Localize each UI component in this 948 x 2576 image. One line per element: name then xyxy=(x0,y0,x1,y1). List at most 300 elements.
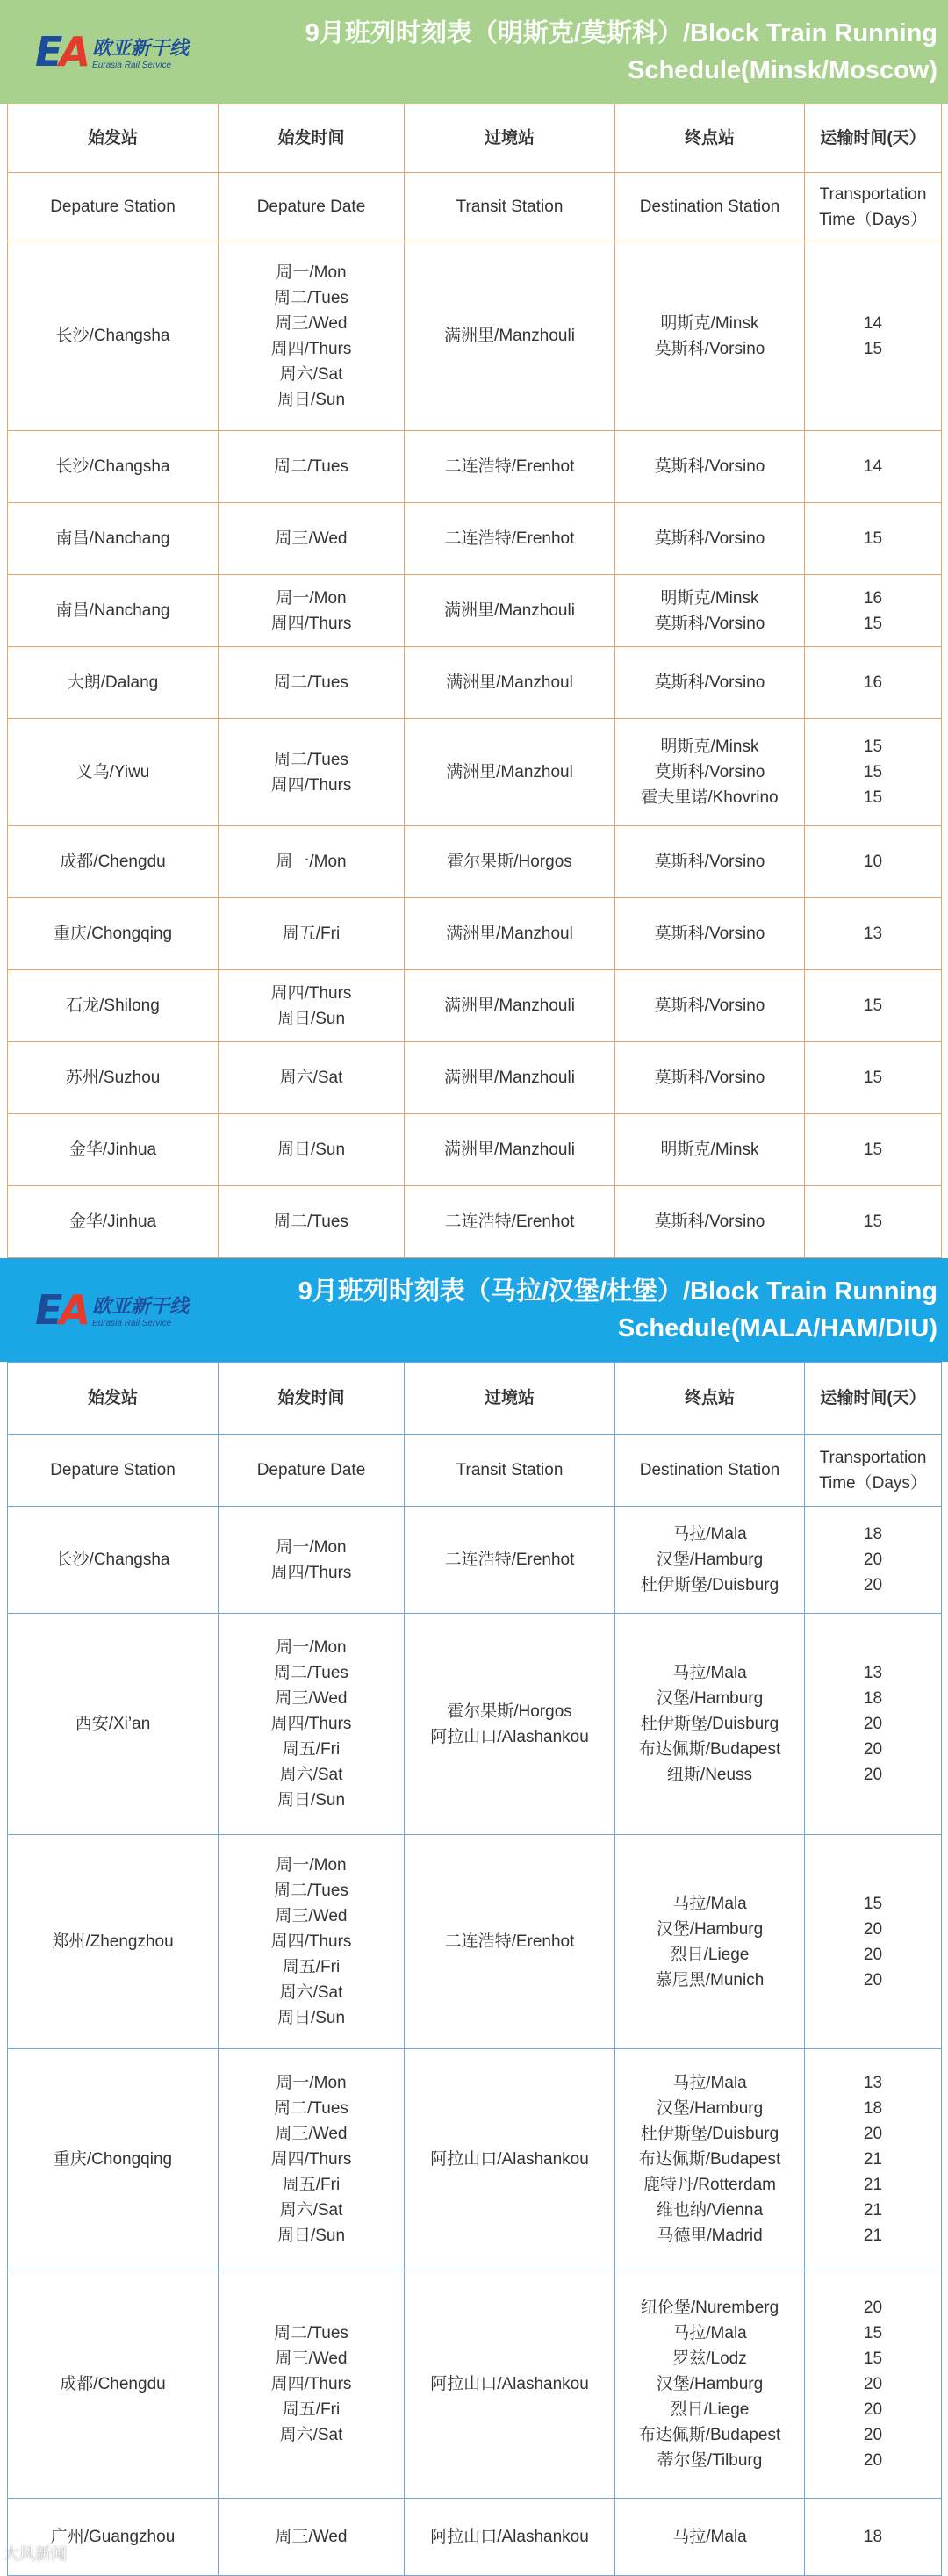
days-line: 20 xyxy=(863,1551,883,1569)
destination-line: 明斯克/Minsk xyxy=(660,738,759,756)
origin-cell: 金华/Jinhua xyxy=(8,1186,219,1258)
transit-cell xyxy=(405,503,615,575)
dates-line: 周日/Sun xyxy=(276,1791,346,1810)
destination-line: 明斯克/Minsk xyxy=(660,313,759,333)
destination-line: 杜伊斯堡/Duisburg xyxy=(640,1576,779,1594)
section1-banner xyxy=(0,0,948,104)
days-line: 20 xyxy=(863,1740,883,1759)
transit-line: 二连浩特/Erenhot xyxy=(444,457,575,476)
days-line: 20 xyxy=(863,2299,883,2317)
days-line: 15 xyxy=(863,529,883,548)
days-line: 13 xyxy=(863,925,883,943)
logo-en-text: Eurasia Rail Service xyxy=(92,61,172,70)
destination-line: 蒂尔堡/Tilburg xyxy=(657,2451,763,2470)
transit-line: 霍尔果斯/Horgos xyxy=(447,1702,572,1721)
dates-line: 周三/Wed xyxy=(275,2528,348,2546)
logo-cn-text: 欧亚新干线 xyxy=(92,1295,190,1317)
destination-line: 维也纳/Vienna xyxy=(656,2201,764,2220)
dates-line: 周五/Fri xyxy=(282,1958,341,1976)
days-cell xyxy=(805,1614,942,1835)
origin-cell: 南昌/Nanchang xyxy=(8,503,219,575)
destination-line: 纽斯/Neuss xyxy=(666,1766,753,1784)
header-row-en xyxy=(8,173,942,241)
destination-line: 明斯克/Minsk xyxy=(660,588,759,608)
destination-cell xyxy=(615,647,805,719)
destination-cell xyxy=(615,2270,805,2499)
dates-cell xyxy=(219,1835,405,2049)
destination-line: 马拉/Mala xyxy=(672,2528,747,2546)
header-row-cn xyxy=(8,1363,942,1435)
days-cell xyxy=(805,1186,942,1258)
section2-title: 9月班列时刻表（马拉/汉堡/杜堡）/Block Train Running Schedule(MALA/HAM/DIU) xyxy=(298,1277,937,1342)
days-cell xyxy=(805,970,942,1042)
header-cell: Transportation Time（Days） xyxy=(805,173,942,241)
destination-cell xyxy=(615,2049,805,2270)
dates-cell xyxy=(219,503,405,575)
days-line: 15 xyxy=(863,788,883,807)
transit-line: 阿拉山口/Alashankou xyxy=(430,1727,589,1746)
header-cell: 运输时间(天） xyxy=(805,104,942,173)
dates-line: 周四/Thurs xyxy=(270,2150,352,2169)
transit-line: 满洲里/Manzhouli xyxy=(444,1069,575,1087)
origin-cell: 金华/Jinhua xyxy=(8,1114,219,1186)
days-line: 18 xyxy=(863,2528,883,2546)
dates-line: 周四/Thurs xyxy=(270,1932,352,1951)
header-cell: 终点站 xyxy=(615,1363,805,1435)
transit-cell xyxy=(405,647,615,719)
days-line: 16 xyxy=(863,588,883,608)
transit-line: 二连浩特/Erenhot xyxy=(444,1551,575,1569)
dates-line: 周一/Mon xyxy=(276,853,347,871)
days-line: 13 xyxy=(863,2074,883,2092)
destination-line: 杜伊斯堡/Duisburg xyxy=(640,2125,779,2143)
table-row xyxy=(8,503,942,575)
days-cell xyxy=(805,1507,942,1614)
days-cell xyxy=(805,1835,942,2049)
dates-cell xyxy=(219,2049,405,2270)
dates-cell xyxy=(219,898,405,970)
transit-line: 阿拉山口/Alashankou xyxy=(430,2150,589,2169)
days-line: 20 xyxy=(863,1919,883,1939)
destination-cell xyxy=(615,431,805,503)
destination-cell xyxy=(615,241,805,431)
dates-line: 周六/Sat xyxy=(279,2426,343,2444)
dates-line: 周一/Mon xyxy=(276,263,347,282)
transit-line: 二连浩特/Erenhot xyxy=(444,529,575,548)
days-line: 15 xyxy=(863,1894,883,1913)
header-cell: 始发站 xyxy=(8,1363,219,1435)
dates-line: 周五/Fri xyxy=(282,1740,341,1759)
dates-cell xyxy=(219,2499,405,2576)
table-row xyxy=(8,2049,942,2270)
days-cell xyxy=(805,647,942,719)
origin-cell: 重庆/Chongqing xyxy=(8,898,219,970)
destination-cell xyxy=(615,575,805,647)
ea-logo-mark: EA xyxy=(35,1286,88,1334)
destination-line: 纽伦堡/Nuremberg xyxy=(640,2299,779,2317)
origin-cell: 西安/Xi’an xyxy=(8,1614,219,1835)
destination-cell xyxy=(615,970,805,1042)
transit-line: 阿拉山口/Alashankou xyxy=(430,2528,589,2546)
dates-cell xyxy=(219,970,405,1042)
brand-logo xyxy=(35,1286,255,1334)
dates-line: 周一/Mon xyxy=(276,1638,347,1657)
table-row xyxy=(8,1614,942,1835)
destination-cell xyxy=(615,503,805,575)
destination-line: 烈日/Liege xyxy=(670,1945,750,1964)
destination-line: 马拉/Mala xyxy=(672,1894,747,1913)
table-row xyxy=(8,1835,942,2049)
mala-ham-diu-table xyxy=(7,1362,942,2576)
table-row xyxy=(8,970,942,1042)
destination-cell xyxy=(615,1507,805,1614)
dates-cell xyxy=(219,1186,405,1258)
days-cell xyxy=(805,826,942,898)
destination-line: 莫斯科/Vorsino xyxy=(654,529,765,548)
dates-line: 周一/Mon xyxy=(276,1856,347,1874)
dates-line: 周一/Mon xyxy=(276,2074,347,2092)
origin-cell: 重庆/Chongqing xyxy=(8,2049,219,2270)
dates-line: 周三/Wed xyxy=(275,313,348,333)
origin-cell: 郑州/Zhengzhou xyxy=(8,1835,219,2049)
days-cell xyxy=(805,2499,942,2576)
transit-cell xyxy=(405,575,615,647)
days-line: 15 xyxy=(863,1140,883,1159)
dates-cell xyxy=(219,2270,405,2499)
days-cell xyxy=(805,2049,942,2270)
dates-line: 周日/Sun xyxy=(276,2009,346,2027)
transit-line: 满洲里/Manzhouli xyxy=(444,601,575,620)
days-line: 15 xyxy=(863,2324,883,2342)
days-cell xyxy=(805,241,942,431)
dates-line: 周二/Tues xyxy=(274,673,348,692)
watermark: 大风新闻 xyxy=(4,2545,67,2563)
transit-cell xyxy=(405,1507,615,1614)
days-line: 14 xyxy=(863,313,883,333)
dates-cell xyxy=(219,1114,405,1186)
dates-line: 周四/Thurs xyxy=(270,1563,352,1582)
table-row xyxy=(8,1186,942,1258)
transit-line: 满洲里/Manzhouli xyxy=(444,997,575,1015)
header-cell: 始发时间 xyxy=(219,104,405,173)
destination-line: 莫斯科/Vorsino xyxy=(654,614,765,633)
dates-line: 周六/Sat xyxy=(279,1766,343,1784)
destination-line: 慕尼黑/Munich xyxy=(655,1970,765,1990)
dates-line: 周二/Tues xyxy=(274,750,348,769)
transit-line: 满洲里/Manzhoul xyxy=(446,673,573,692)
dates-line: 周三/Wed xyxy=(275,529,348,548)
destination-line: 马拉/Mala xyxy=(672,2074,747,2092)
destination-line: 马拉/Mala xyxy=(672,1525,747,1543)
dates-cell xyxy=(219,431,405,503)
dates-line: 周日/Sun xyxy=(276,2227,346,2245)
destination-line: 汉堡/Hamburg xyxy=(656,1551,764,1569)
table-row xyxy=(8,241,942,431)
days-line: 20 xyxy=(863,2125,883,2143)
destination-cell xyxy=(615,1042,805,1114)
origin-cell: 南昌/Nanchang xyxy=(8,575,219,647)
days-line: 18 xyxy=(863,1689,883,1708)
logo-cn-text: 欧亚新干线 xyxy=(92,37,190,59)
dates-line: 周三/Wed xyxy=(275,1689,348,1708)
dates-line: 周四/Thurs xyxy=(270,1715,352,1733)
destination-cell xyxy=(615,2499,805,2576)
days-line: 20 xyxy=(863,2426,883,2444)
dates-line: 周四/Thurs xyxy=(270,2375,352,2393)
destination-line: 莫斯科/Vorsino xyxy=(654,853,765,871)
transit-line: 二连浩特/Erenhot xyxy=(444,1932,575,1951)
dates-line: 周二/Tues xyxy=(274,1212,348,1231)
header-cell: 过境站 xyxy=(405,1363,615,1435)
days-line: 15 xyxy=(863,1069,883,1087)
days-cell xyxy=(805,431,942,503)
dates-cell xyxy=(219,826,405,898)
transit-cell xyxy=(405,431,615,503)
dates-line: 周六/Sat xyxy=(279,2201,343,2220)
transit-cell xyxy=(405,2049,615,2270)
days-line: 13 xyxy=(863,1664,883,1682)
dates-cell xyxy=(219,241,405,431)
origin-cell: 长沙/Changsha xyxy=(8,1507,219,1614)
destination-line: 汉堡/Hamburg xyxy=(656,2099,764,2118)
days-cell xyxy=(805,503,942,575)
ea-logo-mark: EA xyxy=(35,28,88,76)
transit-line: 满洲里/Manzhouli xyxy=(444,1140,575,1159)
days-cell xyxy=(805,1042,942,1114)
origin-cell: 成都/Chengdu xyxy=(8,2270,219,2499)
dates-line: 周二/Tues xyxy=(274,2324,348,2342)
dates-line: 周二/Tues xyxy=(274,2099,348,2118)
table-row xyxy=(8,2270,942,2499)
dates-line: 周四/Thurs xyxy=(270,339,352,358)
destination-line: 布达佩斯/Budapest xyxy=(638,1740,781,1759)
days-line: 15 xyxy=(863,763,883,781)
table-row xyxy=(8,431,942,503)
dates-line: 周三/Wed xyxy=(275,1907,348,1925)
destination-line: 莫斯科/Vorsino xyxy=(654,763,765,781)
dates-line: 周二/Tues xyxy=(274,1882,348,1900)
dates-line: 周五/Fri xyxy=(282,2176,341,2194)
transit-line: 霍尔果斯/Horgos xyxy=(447,853,572,871)
dates-line: 周二/Tues xyxy=(274,457,348,476)
destination-line: 布达佩斯/Budapest xyxy=(638,2426,781,2444)
origin-cell: 义乌/Yiwu xyxy=(8,719,219,826)
header-cell: Depature Date xyxy=(219,173,405,241)
transit-line: 满洲里/Manzhoul xyxy=(446,763,573,781)
days-cell xyxy=(805,719,942,826)
origin-cell: 苏州/Suzhou xyxy=(8,1042,219,1114)
days-line: 15 xyxy=(863,1212,883,1231)
destination-line: 莫斯科/Vorsino xyxy=(654,997,765,1015)
table-row xyxy=(8,2499,942,2576)
origin-cell: 石龙/Shilong xyxy=(8,970,219,1042)
destination-cell xyxy=(615,1614,805,1835)
days-line: 21 xyxy=(863,2227,883,2245)
destination-line: 烈日/Liege xyxy=(670,2400,750,2419)
dates-line: 周二/Tues xyxy=(274,288,348,307)
table-row xyxy=(8,898,942,970)
header-cell: Destination Station xyxy=(615,1435,805,1507)
days-line: 15 xyxy=(863,2349,883,2368)
destination-line: 罗兹/Lodz xyxy=(672,2349,747,2368)
destination-line: 汉堡/Hamburg xyxy=(656,1919,764,1939)
brand-logo xyxy=(35,28,255,76)
days-line: 20 xyxy=(863,1715,883,1733)
dates-line: 周六/Sat xyxy=(279,364,343,384)
destination-cell xyxy=(615,719,805,826)
days-line: 20 xyxy=(863,2375,883,2393)
days-line: 21 xyxy=(863,2176,883,2194)
days-line: 21 xyxy=(863,2150,883,2169)
days-line: 15 xyxy=(863,339,883,358)
header-cell: 终点站 xyxy=(615,104,805,173)
destination-line: 马德里/Madrid xyxy=(657,2227,763,2245)
destination-line: 莫斯科/Vorsino xyxy=(654,673,765,692)
destination-line: 马拉/Mala xyxy=(672,1664,747,1682)
header-cell: Depature Station xyxy=(8,1435,219,1507)
dates-line: 周日/Sun xyxy=(276,1009,346,1028)
origin-cell: 大朗/Dalang xyxy=(8,647,219,719)
dates-cell xyxy=(219,575,405,647)
transit-line: 二连浩特/Erenhot xyxy=(444,1212,575,1231)
destination-cell xyxy=(615,826,805,898)
dates-line: 周日/Sun xyxy=(276,390,346,409)
header-row-en xyxy=(8,1435,942,1507)
days-line: 18 xyxy=(863,2099,883,2118)
days-line: 21 xyxy=(863,2201,883,2220)
header-cell: 过境站 xyxy=(405,104,615,173)
destination-line: 莫斯科/Vorsino xyxy=(654,925,765,943)
destination-line: 明斯克/Minsk xyxy=(660,1140,759,1159)
transit-cell xyxy=(405,826,615,898)
origin-cell: 长沙/Changsha xyxy=(8,241,219,431)
days-line: 20 xyxy=(863,2451,883,2470)
destination-line: 汉堡/Hamburg xyxy=(656,1689,764,1708)
destination-line: 杜伊斯堡/Duisburg xyxy=(640,1715,779,1733)
transit-cell xyxy=(405,898,615,970)
dates-line: 周四/Thurs xyxy=(270,775,352,795)
transit-line: 满洲里/Manzhoul xyxy=(446,925,573,943)
destination-line: 布达佩斯/Budapest xyxy=(638,2150,781,2169)
days-line: 14 xyxy=(863,457,883,476)
transit-cell xyxy=(405,2499,615,2576)
minsk-moscow-table xyxy=(7,104,942,1258)
dates-cell xyxy=(219,1042,405,1114)
dates-line: 周四/Thurs xyxy=(270,614,352,633)
origin-cell: 长沙/Changsha xyxy=(8,431,219,503)
transit-line: 满洲里/Manzhouli xyxy=(444,327,575,345)
days-line: 16 xyxy=(863,673,883,692)
table-row xyxy=(8,575,942,647)
header-cell: Depature Station xyxy=(8,173,219,241)
destination-line: 莫斯科/Vorsino xyxy=(654,457,765,476)
destination-line: 汉堡/Hamburg xyxy=(656,2375,764,2393)
transit-line: 阿拉山口/Alashankou xyxy=(430,2375,589,2393)
header-cell: 始发站 xyxy=(8,104,219,173)
destination-line: 莫斯科/Vorsino xyxy=(654,1069,765,1087)
days-line: 20 xyxy=(863,1576,883,1594)
destination-cell xyxy=(615,1186,805,1258)
transit-cell xyxy=(405,1186,615,1258)
section2-banner xyxy=(0,1258,948,1362)
days-line: 20 xyxy=(863,1970,883,1990)
header-row-cn xyxy=(8,104,942,173)
logo-en-text: Eurasia Rail Service xyxy=(92,1319,172,1328)
header-cell: 运输时间(天） xyxy=(805,1363,942,1435)
dates-cell xyxy=(219,1614,405,1835)
table-row xyxy=(8,1042,942,1114)
destination-cell xyxy=(615,1835,805,2049)
header-cell: 始发时间 xyxy=(219,1363,405,1435)
header-cell: Transit Station xyxy=(405,1435,615,1507)
days-line: 20 xyxy=(863,1945,883,1964)
days-line: 15 xyxy=(863,738,883,756)
destination-cell xyxy=(615,898,805,970)
days-line: 15 xyxy=(863,997,883,1015)
dates-cell xyxy=(219,1507,405,1614)
destination-line: 鹿特丹/Rotterdam xyxy=(643,2176,776,2194)
days-line: 10 xyxy=(863,853,883,871)
transit-cell xyxy=(405,1835,615,2049)
table-row xyxy=(8,1114,942,1186)
dates-line: 周五/Fri xyxy=(282,2400,341,2419)
transit-cell xyxy=(405,719,615,826)
transit-cell xyxy=(405,1614,615,1835)
transit-cell xyxy=(405,970,615,1042)
header-cell: Transportation Time（Days） xyxy=(805,1435,942,1507)
dates-line: 周三/Wed xyxy=(275,2125,348,2143)
table-row xyxy=(8,1507,942,1614)
origin-cell: 广州/Guangzhou xyxy=(8,2499,219,2576)
transit-cell xyxy=(405,1114,615,1186)
dates-line: 周二/Tues xyxy=(274,1664,348,1682)
dates-line: 周一/Mon xyxy=(276,588,347,608)
header-cell: Depature Date xyxy=(219,1435,405,1507)
section1-title: 9月班列时刻表（明斯克/莫斯科）/Block Train Running Schedule(Minsk/Moscow) xyxy=(305,19,937,84)
destination-line: 马拉/Mala xyxy=(672,2324,747,2342)
days-cell xyxy=(805,575,942,647)
days-line: 20 xyxy=(863,1766,883,1784)
dates-line: 周日/Sun xyxy=(276,1140,346,1159)
destination-cell xyxy=(615,1114,805,1186)
transit-cell xyxy=(405,1042,615,1114)
dates-line: 周六/Sat xyxy=(279,1069,343,1087)
dates-line: 周四/Thurs xyxy=(270,983,352,1003)
header-cell: Transit Station xyxy=(405,173,615,241)
dates-line: 周三/Wed xyxy=(275,2349,348,2368)
dates-cell xyxy=(219,719,405,826)
table-row xyxy=(8,647,942,719)
origin-cell: 成都/Chengdu xyxy=(8,826,219,898)
destination-line: 莫斯科/Vorsino xyxy=(654,339,765,358)
dates-cell xyxy=(219,647,405,719)
days-line: 18 xyxy=(863,1525,883,1543)
days-cell xyxy=(805,898,942,970)
days-cell xyxy=(805,2270,942,2499)
destination-line: 莫斯科/Vorsino xyxy=(654,1212,765,1231)
table-row xyxy=(8,719,942,826)
transit-cell xyxy=(405,241,615,431)
destination-line: 霍夫里诺/Khovrino xyxy=(641,788,779,807)
days-line: 15 xyxy=(863,614,883,633)
dates-line: 周一/Mon xyxy=(276,1537,347,1557)
table-row xyxy=(8,826,942,898)
transit-cell xyxy=(405,2270,615,2499)
days-line: 20 xyxy=(863,2400,883,2419)
dates-line: 周五/Fri xyxy=(282,925,341,943)
days-cell xyxy=(805,1114,942,1186)
header-cell: Destination Station xyxy=(615,173,805,241)
